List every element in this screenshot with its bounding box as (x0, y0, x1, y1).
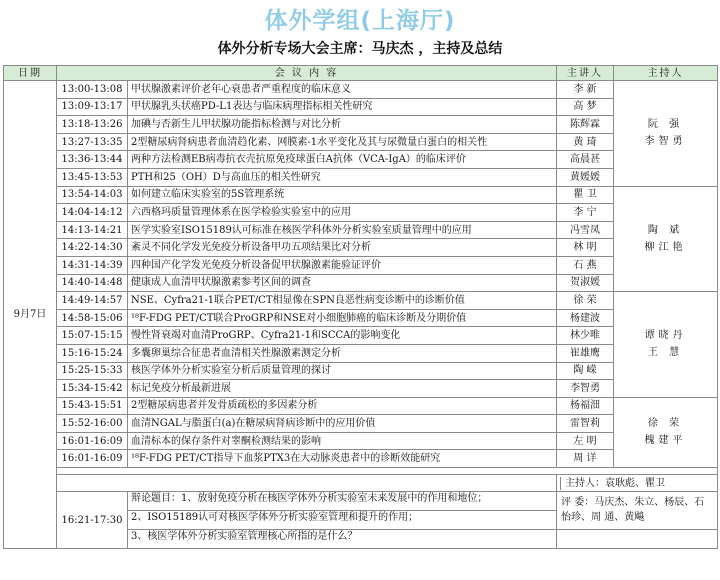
empty-cell (557, 530, 718, 549)
talk-topic: 核医学体外分析实验室分析后质量管理的探讨 (128, 362, 557, 380)
schedule-row (4, 327, 718, 345)
talk-topic: 多囊卵巢综合征患者血清相关性腺激素测定分析 (128, 344, 557, 362)
schedule-row (4, 450, 718, 468)
schedule-row (4, 116, 718, 134)
moderator-row (4, 475, 718, 492)
session-host-name: 阮 强 (647, 119, 684, 131)
schedule-row (4, 204, 718, 222)
talk-topic: 甲状腺乳头状癌PD-L1表达与临床病理指标相关性研究 (128, 98, 557, 116)
talk-time: 15:52-16:00 (57, 415, 128, 433)
talk-topic: ¹⁸F-FDG PET/CT指导下血浆PTX3在大动脉炎患者中的诊断效能研究 (128, 450, 557, 468)
talk-speaker: 石 燕 (557, 256, 614, 274)
schedule-row (4, 362, 718, 380)
header-host: 主持人 (614, 66, 718, 81)
talk-speaker: 黄 琦 (557, 133, 614, 151)
session-host-name: 谭晓丹 (644, 330, 687, 342)
schedule-row (4, 380, 718, 398)
debate-topic-line: 辩论题目：1、放射免疫分析在核医学体外分析实验室未来发展中的作用和地位； (128, 492, 557, 511)
schedule-body (4, 81, 718, 549)
schedule-row (4, 309, 718, 327)
talk-topic: 如何建立临床实验室的5S管理系统 (128, 186, 557, 204)
talk-time: 14:58-15:06 (57, 309, 128, 327)
talk-time: 13:54-14:03 (57, 186, 128, 204)
talk-time: 15:34-15:42 (57, 380, 128, 398)
talk-speaker: 瞿 卫 (557, 186, 614, 204)
talk-time: 15:16-15:24 (57, 344, 128, 362)
talk-topic: 医学实验室ISO15189认可标准在核医学科体外分析实验室质量管理中的应用 (128, 221, 557, 239)
talk-topic: 2型糖尿病肾病患者血清趋化素、网膜素-1水平变化及其与尿微量白蛋白的相关性 (128, 133, 557, 151)
talk-speaker: 黄媛媛 (557, 168, 614, 186)
schedule-row (4, 81, 718, 99)
session-date: 9月7日 (4, 81, 57, 549)
talk-topic: 血清标本的保存条件对睾酮检测结果的影响 (128, 432, 557, 450)
talk-speaker: 左 明 (557, 432, 614, 450)
talk-speaker: 雷智莉 (557, 415, 614, 433)
talk-speaker: 崔雄鹰 (557, 344, 614, 362)
talk-speaker: 杨建波 (557, 309, 614, 327)
debate-row (4, 492, 718, 511)
talk-speaker: 林 明 (557, 239, 614, 257)
talk-speaker: 陈辉霖 (557, 116, 614, 134)
header-topic: 会 议 内 容 (57, 66, 557, 81)
session-hosts (614, 397, 718, 467)
spacer-row (4, 468, 718, 475)
talk-speaker: 周 详 (557, 450, 614, 468)
talk-speaker: 徐 荣 (557, 292, 614, 310)
page-subtitle: 体外分析专场大会主席：马庆杰 ，主持及总结 (217, 41, 503, 57)
talk-topic: 四种国产化学发光免疫分析设备促甲状腺激素能验证评价 (128, 256, 557, 274)
schedule-table (3, 65, 718, 549)
talk-topic: 血清NGAL与脂蛋白(a)在糖尿病肾病诊断中的应用价值 (128, 415, 557, 433)
schedule-header-row (4, 66, 718, 81)
session-host-name: 槐建平 (644, 435, 687, 447)
talk-time: 14:40-14:48 (57, 274, 128, 292)
talk-time: 14:22-14:30 (57, 239, 128, 257)
talk-time: 14:13-14:21 (57, 221, 128, 239)
talk-topic: 健康成人血清甲状腺激素参考区间的调查 (128, 274, 557, 292)
schedule-row (4, 274, 718, 292)
debate-moderator: 主持人：袁耿彪、瞿卫 (560, 477, 718, 490)
session-hosts (614, 186, 718, 292)
schedule-row (4, 256, 718, 274)
talk-time: 15:25-15:33 (57, 362, 128, 380)
talk-time: 13:36-13:44 (57, 151, 128, 169)
talk-time: 13:27-13:35 (57, 133, 128, 151)
session-hosts (614, 81, 718, 187)
schedule-row (4, 397, 718, 415)
talk-speaker: 杨福沺 (557, 397, 614, 415)
debate-reviewers: 评 委：马庆杰、朱立、杨辰、石怡珍、周 通、黄飚 (557, 492, 718, 530)
talk-speaker: 李 宁 (557, 204, 614, 222)
talk-speaker: 高 梦 (557, 98, 614, 116)
schedule-row (4, 98, 718, 116)
talk-time: 15:43-15:51 (57, 397, 128, 415)
talk-speaker: 冯雪凤 (557, 221, 614, 239)
talk-topic: 紊灵不同化学发光免疫分析设备甲功五项结果比对分析 (128, 239, 557, 257)
talk-speaker: 林少唯 (557, 327, 614, 345)
talk-topic: 2型糖尿病患者并发骨质疏松的多因素分析 (128, 397, 557, 415)
schedule-row (4, 344, 718, 362)
schedule-row (4, 133, 718, 151)
header-speaker: 主讲人 (557, 66, 614, 81)
talk-topic: 加碘与否新生儿甲状腺功能指标检测与对比分析 (128, 116, 557, 134)
talk-speaker: 陶 嵘 (557, 362, 614, 380)
schedule-row (4, 151, 718, 169)
hall-title: 体外学组(上海厅) (264, 8, 456, 34)
schedule-row (4, 168, 718, 186)
talk-topic: 慢性肾衰竭对血清ProGRP、Cyfra21-1和SCCA的影响变化 (128, 327, 557, 345)
talk-topic: ¹⁸F-FDG PET/CT联合ProGRP和NSE对小细胞肺癌的临床诊断及分期价值 (128, 309, 557, 327)
talk-time: 13:00-13:08 (57, 81, 128, 99)
talk-time: 16:01-16:09 (57, 450, 128, 468)
talk-speaker: 李智勇 (557, 380, 614, 398)
talk-time: 13:09-13:17 (57, 98, 128, 116)
session-host-name: 王 慧 (647, 347, 684, 359)
session-host-name: 徐 荣 (647, 418, 684, 430)
session-host-name: 柳江艳 (644, 241, 687, 253)
schedule-row (4, 186, 718, 204)
talk-topic: 甲状腺激素评价老年心衰患者严重程度的临床意义 (128, 81, 557, 99)
debate-topic-line: 2、ISO15189认可对核医学体外分析实验室管理和提升的作用； (128, 511, 557, 530)
talk-topic: 六西格玛质量管理体系在医学检验实验室中的应用 (128, 204, 557, 222)
talk-speaker: 高晨甚 (557, 151, 614, 169)
talk-topic: PTH和25（OH）D与高血压的相关性研究 (128, 168, 557, 186)
schedule-row (4, 221, 718, 239)
talk-time: 14:31-14:39 (57, 256, 128, 274)
schedule-row (4, 432, 718, 450)
session-host-name: 陶 斌 (647, 224, 684, 236)
schedule-row (4, 415, 718, 433)
header-date: 日期 (4, 66, 57, 81)
debate-topic-line: 3、核医学体外分析实验室管理核心所指的是什么？ (128, 530, 557, 549)
talk-topic: NSE、Cyfra21-1联合PET/CT相显像在SPN良恶性病变诊断中的诊断价值 (128, 292, 557, 310)
talk-time: 14:49-14:57 (57, 292, 128, 310)
talk-topic: 两种方法检测EB病毒抗衣壳抗原免疫球蛋白A抗体（VCA-IgA）的临床评价 (128, 151, 557, 169)
schedule-row (4, 239, 718, 257)
talk-speaker: 李 新 (557, 81, 614, 99)
session-host-name: 李智勇 (644, 136, 687, 148)
schedule-row (4, 292, 718, 310)
talk-time: 14:04-14:12 (57, 204, 128, 222)
talk-topic: 标记免疫分析最新进展 (128, 380, 557, 398)
session-hosts (614, 292, 718, 398)
talk-time: 16:01-16:09 (57, 432, 128, 450)
talk-time: 13:18-13:26 (57, 116, 128, 134)
debate-time: 16:21-17:30 (57, 492, 128, 549)
talk-time: 13:45-13:53 (57, 168, 128, 186)
talk-time: 15:07-15:15 (57, 327, 128, 345)
talk-speaker: 贺淑媛 (557, 274, 614, 292)
